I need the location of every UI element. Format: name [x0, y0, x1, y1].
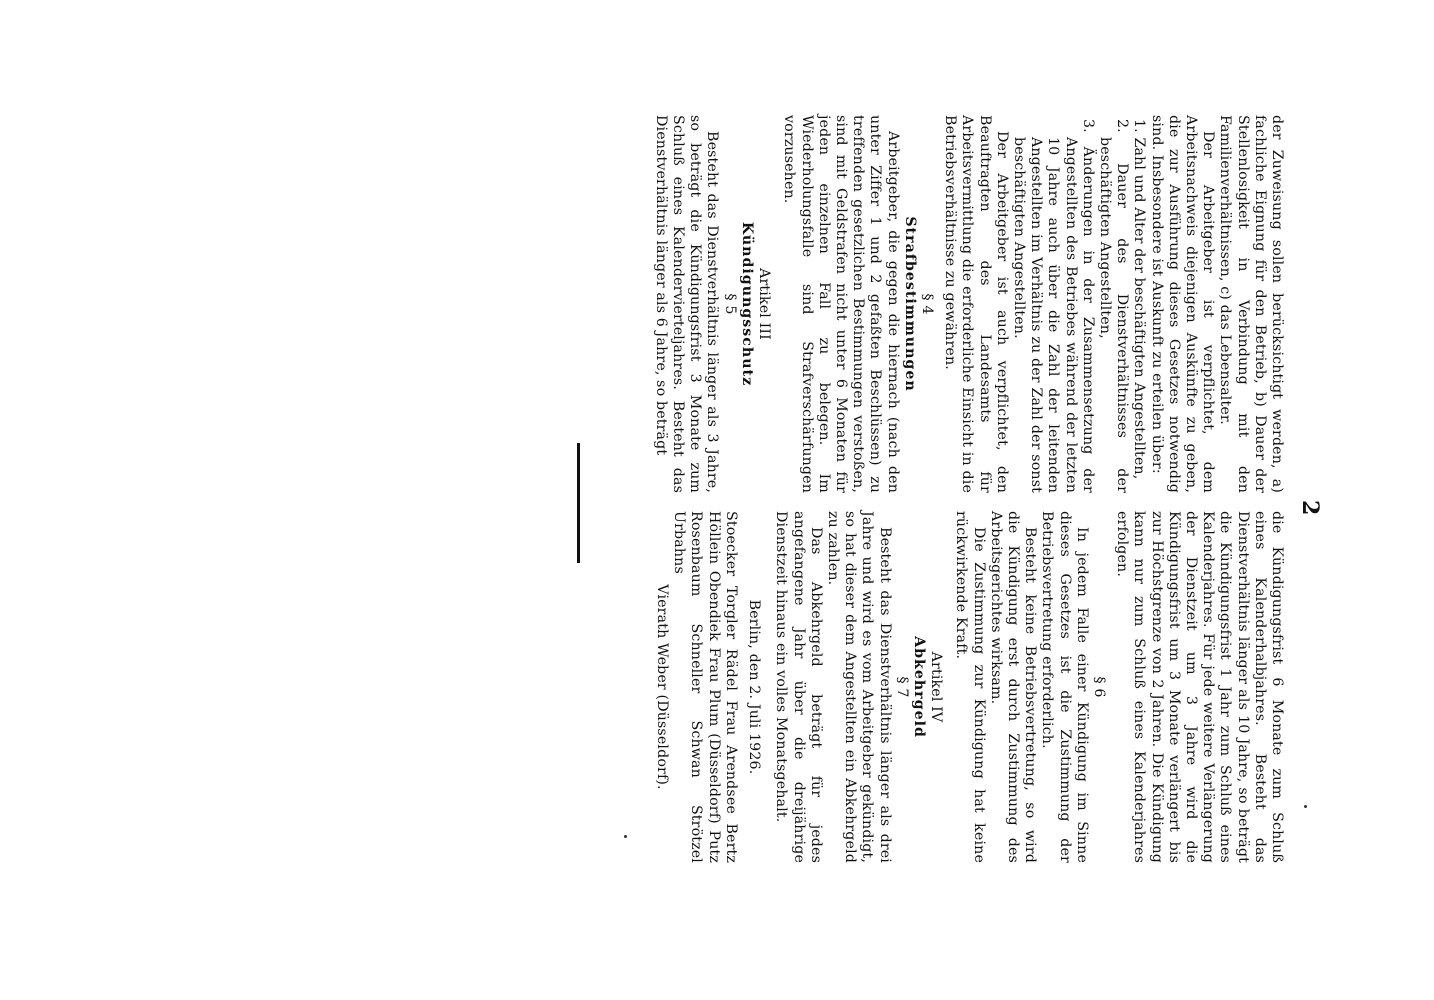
- left-column: [652, 115, 1285, 493]
- paragraph: Arbeitgeber, die gegen die hiernach (nach den unter Ziffer 1 und 2 gefaßten Beschlüssen) zu treffenden gesetzlichen Bestimmungen verstoßen, sind mit Geldstrafen nicht unter 6 Monaten für jeden einzelnen Fall zu belegen. Im Wiederholungsfalle sind Strafverschärfungen vorzusehen.: [781, 115, 901, 493]
- list-item: 1. Zahl und Alter der beschäftigten Angestellten,: [1131, 119, 1148, 480]
- list-item: 2. Dauer des Dienstverhältnisses der beschäftigten Angestellten,: [1096, 119, 1131, 493]
- section-number: § 4: [918, 293, 935, 315]
- paragraph: Besteht keine Betriebsvertretung, so wird die Kündigung erst durch Zustimmung des Arbeitsgerichtes wirksam.: [987, 511, 1039, 863]
- section-title: Strafbestimmungen: [901, 216, 918, 392]
- scan-speck: [1304, 805, 1307, 808]
- signature-line: Vierath Weber (Düsseldorf).: [654, 584, 671, 790]
- paragraph: Der Arbeitgeber ist auch verpflichtet, den Beauftragten des Landesamts für Arbeitsvermittlung die erforderliche Einsicht in die Betriebsverhältnisse zu gewähren.: [942, 115, 1010, 493]
- section-number: § 7: [893, 676, 910, 698]
- paragraph: der Zuweisung sollen berücksichtigt werden, a) fachliche Eignung für den Betrieb, b) Dauer der Stellenlosigkeit in Verbindung mit den Familienverhältnissen, c) das Lebensalter.: [1217, 115, 1285, 493]
- paragraph: In jedem Falle einer Kündigung im Sinne dieses Gesetzes ist die Zustimmung der Betriebsvertretung erforderlich.: [1039, 511, 1090, 863]
- paragraph: Besteht das Dienstverhältnis länger als drei Jahre und wird es vom Arbeitgeber gekündigt, so hat dieser dem Angestellten ein Abkehrgeld zu zahlen.: [824, 511, 893, 863]
- list-item: 3. Änderungen in der Zusammensetzung der Angestellten des Betriebes während der letzten 10 Jahre auch über die Zahl der leitenden Angestellten im Verhältnis zu der Zahl der sonst beschäftigten Angestellten.: [1010, 119, 1096, 493]
- paragraph: Das Abkehrgeld beträgt für jedes angefangene Jahr über die dreijährige Dienstzeit hinaus ein volles Monatsgehalt.: [773, 511, 824, 863]
- date-line: Berlin, den 2. Juli 1926.: [746, 599, 763, 775]
- signature-line: Stoecker Torgler Rädel Frau Arendsee Bertz: [722, 511, 739, 863]
- article-title: Kündigungsschutz: [738, 221, 755, 387]
- paragraph: Die Zustimmung zur Kündigung hat keine rückwirkende Kraft.: [953, 511, 987, 863]
- document-page: [565, 115, 1325, 863]
- section-number: § 6: [1090, 676, 1107, 698]
- signature-line: Höllein Obendiek Frau Plum (Düsseldorf) Putz: [705, 511, 722, 863]
- paragraph: die Kündigungsfrist 6 Monate zum Schluß eines Kalenderhalbjahres. Besteht das Dienstverhältnis länger als 10 Jahre, so beträgt die Kündigungsfrist 1 Jahr zum Schluß eines Kalenderjahres. Für jede weitere Verlängerung der Dienstzeit um 3 Jahre wird die Kündigungsfrist um 3 Monate verlängert bis zur Höchstgrenze von 2 Jahren. Die Kündigung kann nur zum Schluß eines Kalenderjahres erfolgen.: [1114, 511, 1285, 863]
- article-label: Artikel III: [756, 268, 773, 340]
- signature-line: Rosenbaum Schneller Schwan Strötzel Urbahns: [671, 511, 705, 863]
- paragraph: Besteht das Dienstverhältnis länger als 3 Jahre, so beträgt die Kündigungsfrist 3 Monate zum Schluß eines Kalendervierteljahres. Besteht das Dienstverhältnis länger als 6 Jahre, so beträgt: [652, 115, 721, 493]
- scan-speck: [624, 835, 627, 838]
- paragraph: Der Arbeitgeber ist verpflichtet, dem Arbeitsnachweis diejenigen Auskünfte zu geben, die zur Ausführung dieses Gesetzes notwendig sind. Insbesondere ist Auskunft zu erteilen über:: [1148, 115, 1217, 493]
- article-title: Abkehrgeld: [910, 636, 927, 738]
- section-number: § 5: [721, 293, 738, 315]
- page-number: 2: [1297, 500, 1323, 516]
- article-label: Artikel IV: [928, 651, 945, 723]
- right-column: [653, 511, 1285, 863]
- separator-rule: [577, 443, 580, 563]
